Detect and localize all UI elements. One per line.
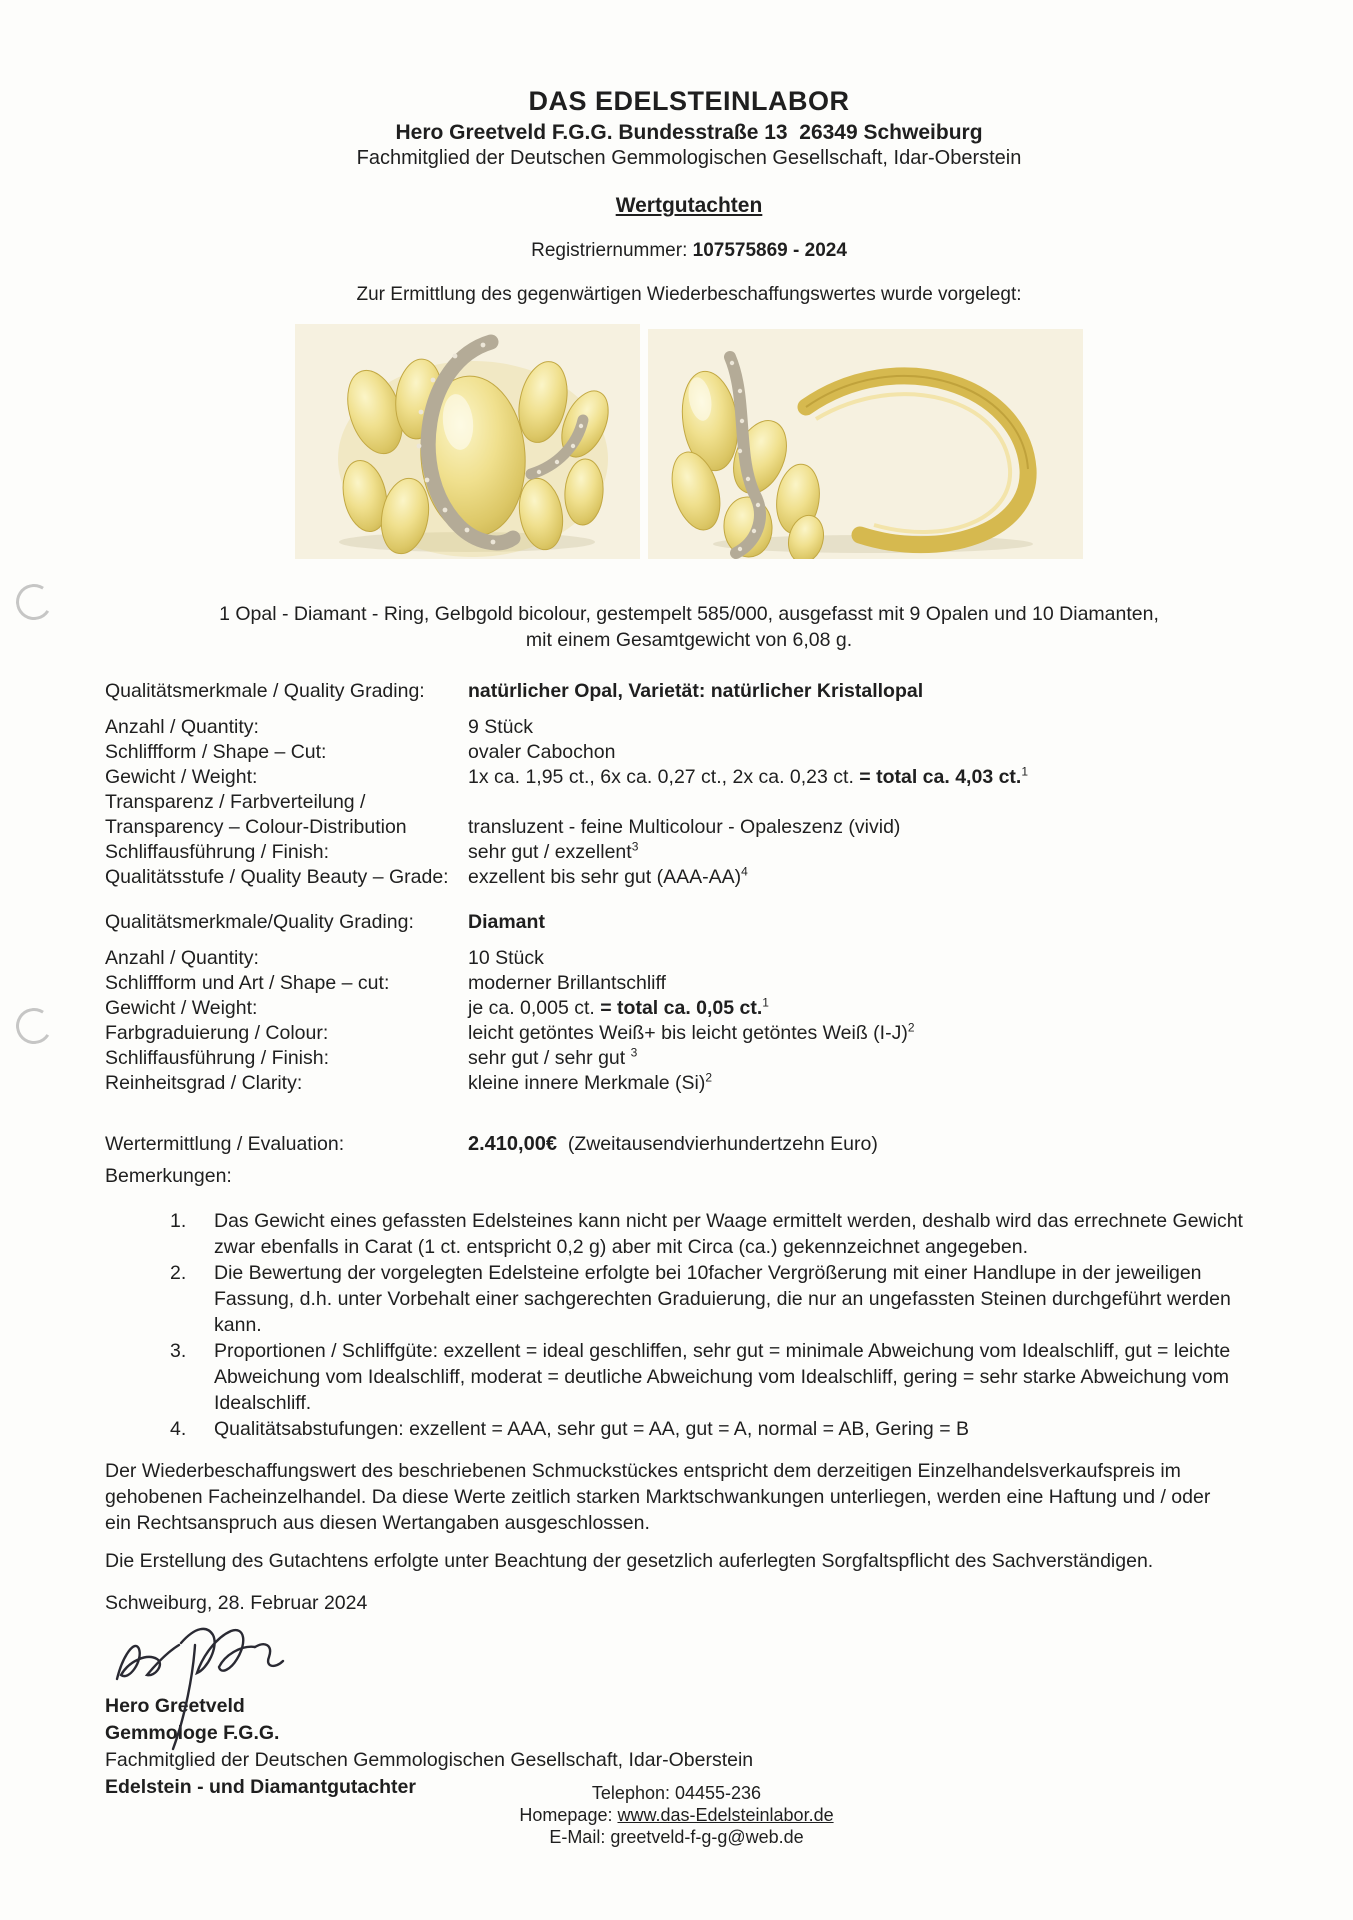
spec-label: Farbgraduierung / Colour: [105, 1022, 329, 1044]
spec-value-sup: 3 [631, 839, 639, 854]
spec-value-text: je ca. 0,005 ct. [468, 997, 601, 1019]
remark-number: 3. [170, 1340, 187, 1362]
spec-value-text: 9 Stück [468, 716, 534, 738]
remark-item [170, 1338, 1273, 1416]
place-date-line: Schweiburg, 28. Februar 2024 [105, 1592, 368, 1614]
opal-section [105, 679, 1273, 890]
registration-number: 107575869 - 2024 [692, 240, 847, 261]
spec-label: Qualitätsstufe / Quality Beauty – Grade: [105, 866, 449, 888]
spec-label: Transparenz / Farbverteilung / [105, 791, 366, 813]
spec-value [468, 865, 1273, 890]
ring-photos [105, 324, 1273, 559]
diamond-section-header [105, 910, 1273, 935]
spec-value-text: sehr gut / exzellent [468, 841, 632, 863]
spec-value-sup: 1 [1021, 764, 1029, 779]
footer-phone: Telephon: 04455-236 [591, 1783, 762, 1803]
item-description-line2: mit einem Gesamtgewicht von 6,08 g. [525, 629, 853, 651]
opal-header-value: natürlicher Opal, Varietät: natürlicher Kristallopal [468, 680, 924, 702]
lab-address: Hero Greetveld F.G.G. Bundesstraße 13 26349 Schweiburg [395, 121, 983, 144]
spec-value [468, 971, 1273, 996]
diamond-header-label: Qualitätsmerkmale/Quality Grading: [105, 911, 414, 933]
spec-value [468, 1021, 1273, 1046]
evaluation-amount: 2.410,00€ [468, 1133, 557, 1155]
purpose-line: Zur Ermittlung des gegenwärtigen Wiederbeschaffungswertes wurde vorgelegt: [356, 284, 1022, 305]
spec-value-text: 1x ca. 1,95 ct., 6x ca. 0,27 ct., 2x ca. 0,23 ct. [468, 766, 860, 788]
spec-label: Gewicht / Weight: [105, 997, 258, 1019]
evaluation-amount-words: (Zweitausendvierhundertzehn Euro) [556, 1133, 878, 1155]
registration-line [105, 240, 1273, 262]
spec-row [105, 790, 1273, 815]
handwritten-signature [103, 1617, 343, 1767]
remark-item [170, 1208, 1273, 1260]
item-description [105, 601, 1273, 653]
contact-footer [0, 1782, 1353, 1848]
spec-value-sup: 2 [705, 1070, 713, 1085]
spec-row [105, 815, 1273, 840]
ring-photo-front [295, 324, 640, 559]
spec-row [105, 740, 1273, 765]
spec-value [468, 946, 1273, 971]
spec-value-text: sehr gut / sehr gut [468, 1047, 631, 1069]
footer-homepage-url: www.das-Edelsteinlabor.de [617, 1805, 834, 1825]
spec-value [468, 815, 1273, 840]
spec-value-text: exzellent bis sehr gut (AAA-AA) [468, 866, 742, 888]
evaluation-value [468, 1132, 1273, 1157]
spec-value-sup: 1 [762, 995, 769, 1010]
spec-label: Gewicht / Weight: [105, 766, 258, 788]
spec-label: Reinheitsgrad / Clarity: [105, 1072, 303, 1094]
spec-row [105, 865, 1273, 890]
ring-photo-side [648, 329, 1083, 559]
spec-value [468, 996, 1273, 1021]
remark-item [170, 1416, 1273, 1442]
spec-label: Schliffform / Shape – Cut: [105, 741, 327, 763]
spec-label: Schliffausführung / Finish: [105, 841, 330, 863]
spec-row [105, 1046, 1273, 1071]
spec-row [105, 840, 1273, 865]
footer-homepage-label: Homepage: [519, 1805, 618, 1825]
spec-row [105, 1071, 1273, 1096]
spec-row [105, 715, 1273, 740]
opal-section-header [105, 679, 1273, 704]
remarks-label: Bemerkungen: [105, 1165, 232, 1187]
spec-label: Anzahl / Quantity: [105, 947, 259, 969]
signatory-membership: Fachmitglied der Deutschen Gemmologischen Gesellschaft, Idar-Oberstein [105, 1749, 754, 1771]
footer-homepage [0, 1804, 1353, 1826]
remark-text: Qualitätsabstufungen: exzellent = AAA, sehr gut = AA, gut = A, normal = AB, Gering = B [214, 1418, 970, 1440]
spec-value-sup: 4 [741, 864, 748, 879]
spec-value-text: kleine innere Merkmale (Si) [468, 1072, 706, 1094]
spec-value-text: 10 Stück [468, 947, 544, 969]
signatory-title: Gemmologe F.G.G. [105, 1722, 280, 1744]
spec-value [468, 740, 1273, 765]
remark-number: 1. [170, 1210, 187, 1232]
spec-value [468, 790, 1273, 815]
due-diligence-paragraph: Die Erstellung des Gutachtens erfolgte unter Beachtung der gesetzlich auferlegten Sorgfaltspflicht des Sachverständigen. [105, 1550, 1154, 1572]
spec-value-bold: = total ca. 4,03 ct. [859, 766, 1022, 788]
spec-value [468, 715, 1273, 740]
remark-text: Das Gewicht eines gefassten Edelsteines kann nicht per Waage ermittelt werden, deshalb wird das errechnete Gewicht zwar ebenfalls in Carat (1 ct. entspricht 0,2 g) aber mit Circa (ca.) gekennzeichnet angegeben. [214, 1210, 1243, 1258]
spec-label: Schliffausführung / Finish: [105, 1047, 330, 1069]
spec-value-sup: 2 [907, 1020, 915, 1035]
spec-value-sup: 3 [630, 1045, 638, 1060]
spec-label: Transparency – Colour-Distribution [105, 816, 407, 838]
spec-label: Anzahl / Quantity: [105, 716, 259, 738]
remark-text: Proportionen / Schliffgüte: exzellent = ideal geschliffen, sehr gut = minimale Abweichung vom Idealschliff, gut = leichte Abweichung vom Idealschliff, moderat = deutliche Abweichung vom Idealschliff, gering = sehr starke Abweichung vom Idealschliff. [214, 1340, 1231, 1414]
diamond-section [105, 910, 1273, 1096]
spec-row [105, 971, 1273, 996]
spec-value-text: transluzent - feine Multicolour - Opaleszenz (vivid) [468, 816, 901, 838]
document-type-title: Wertgutachten [615, 194, 763, 217]
spec-value-bold: = total ca. 0,05 ct. [600, 997, 763, 1019]
spec-value [468, 840, 1273, 865]
spec-value [468, 765, 1273, 790]
spec-row [105, 1021, 1273, 1046]
spec-row [105, 946, 1273, 971]
lab-name: DAS EDELSTEINLABOR [528, 86, 850, 116]
spec-value-text: moderner Brillantschliff [468, 972, 666, 994]
spec-value [468, 1046, 1273, 1071]
remark-item [170, 1260, 1273, 1338]
remarks-list [105, 1208, 1273, 1442]
spec-row [105, 996, 1273, 1021]
evaluation-row [105, 1132, 1273, 1157]
lab-membership: Fachmitglied der Deutschen Gemmologischen Gesellschaft, Idar-Oberstein [356, 147, 1022, 169]
spec-value [468, 1071, 1273, 1096]
registration-label: Registriernummer: [531, 240, 688, 261]
spec-value-text: ovaler Cabochon [468, 741, 616, 763]
spec-row [105, 765, 1273, 790]
spec-value-text: leicht getöntes Weiß+ bis leicht getöntes Weiß (I-J) [468, 1022, 908, 1044]
opal-header-label: Qualitätsmerkmale / Quality Grading: [105, 680, 425, 702]
item-description-line1: 1 Opal - Diamant - Ring, Gelbgold bicolour, gestempelt 585/000, ausgefasst mit 9 Opalen und 10 Diamanten, [219, 603, 1159, 625]
signatory-name: Hero Greetveld [105, 1695, 245, 1717]
evaluation-label: Wertermittlung / Evaluation: [105, 1133, 345, 1155]
spec-label: Schliffform und Art / Shape – cut: [105, 972, 390, 994]
remark-number: 4. [170, 1418, 187, 1440]
diamond-header-value: Diamant [468, 911, 545, 933]
remark-text: Die Bewertung der vorgelegten Edelsteine erfolgte bei 10facher Vergrößerung mit einer Handlupe in der jeweiligen Fassung, d.h. unter Vorbehalt einer sachgerechten Graduierung, die nur an ungefassten Steinen durchgeführt werden kann. [214, 1262, 1231, 1336]
remark-number: 2. [170, 1262, 187, 1284]
footer-email: E-Mail: greetveld-f-g-g@web.de [549, 1827, 804, 1847]
signatory-role: Edelstein - und Diamantgutachter [105, 1776, 416, 1798]
replacement-value-paragraph: Der Wiederbeschaffungswert des beschriebenen Schmuckstückes entspricht dem derzeitigen Einzelhandelsverkaufspreis im gehobenen Facheinzelhandel. Da diese Werte zeitlich starken Marktschwankungen unterliegen, werden eine Haftung und / oder ein Rechtsanspruch aus diesen Wertangaben ausgeschlossen. [105, 1460, 1211, 1534]
